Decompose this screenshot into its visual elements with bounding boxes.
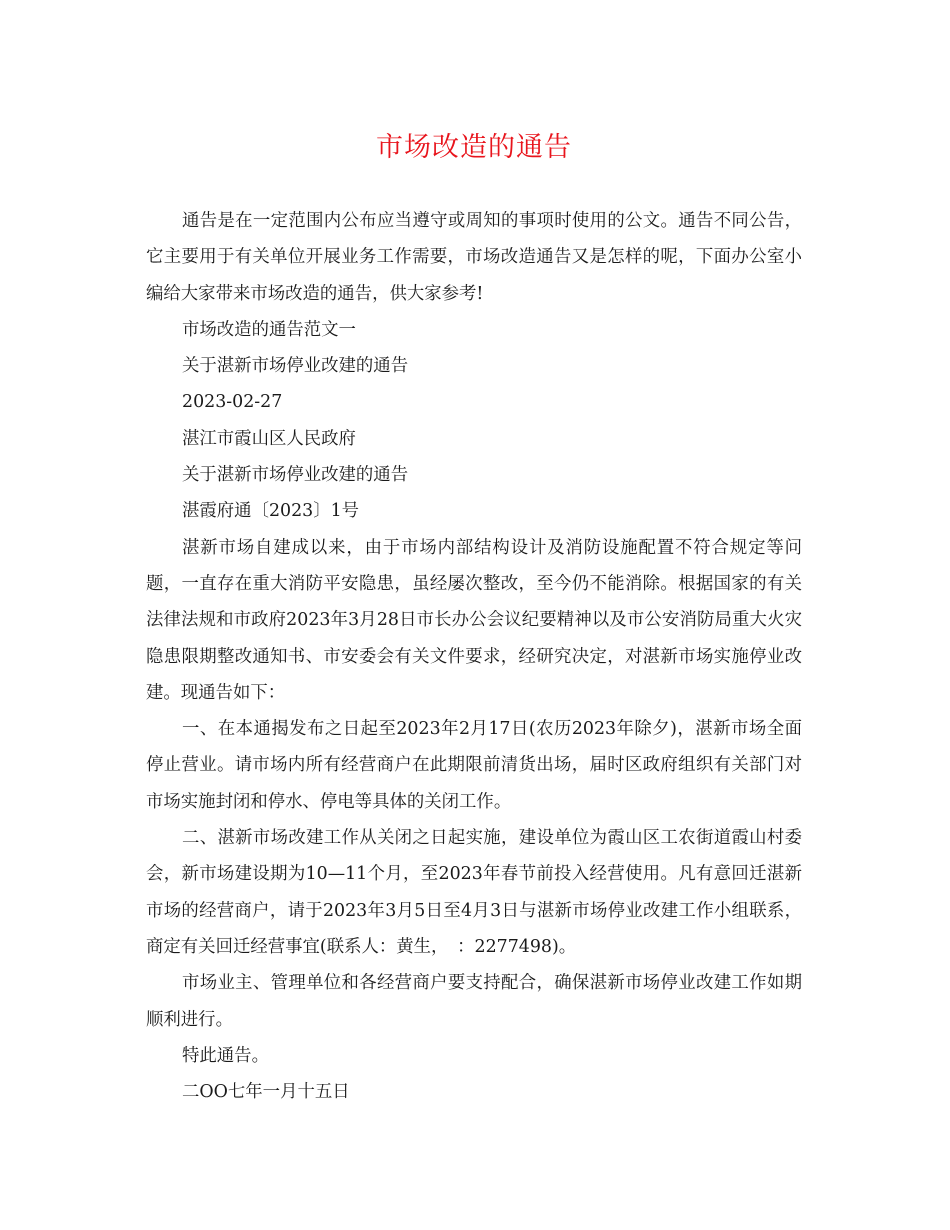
- paragraph-document-number: 湛霞府通〔2023〕1号: [182, 501, 360, 522]
- paragraph-intro: 通告是在一定范围内公布应当遵守或周知的事项时使用的公文。通告不同公告，它主要用于有关单位开展业务工作需要，市场改造通告又是怎样的呢，下面办公室小编给大家带来市场改造的通告，供大家参考!: [146, 211, 802, 304]
- paragraph-notice-heading: 关于湛新市场停业改建的通告: [182, 356, 409, 377]
- paragraph-issuer: 湛江市霞山区人民政府: [182, 428, 356, 449]
- paragraph-item-two: 二、湛新市场改建工作从关闭之日起实施，建设单位为霞山区工农街道霞山村委会，新市场建设期为10—11个月，至2023年春节前投入经营使用。凡有意回迁湛新市场的经营商户，请于2023年3月5日至4月3日与湛新市场停业改建工作小组联系，商定有关回迁经营事宜(联系人：黄生， ：2277498)。: [146, 828, 802, 957]
- document-body: [146, 203, 802, 1110]
- paragraph-item-one: 一、在本通揭发布之日起至2023年2月17日(农历2023年除夕)，湛新市场全面停止营业。请市场内所有经营商户在此期限前清货出场，届时区政府组织有关部门对市场实施封闭和停水、停电等具体的关闭工作。: [146, 719, 802, 812]
- paragraph-closing: 特此通告。: [182, 1045, 269, 1066]
- paragraph-signoff-date: 二OO七年一月十五日: [182, 1082, 350, 1103]
- paragraph-date: 2023-02-27: [182, 392, 283, 413]
- paragraph-sample-heading: 市场改造的通告范文一: [182, 319, 356, 340]
- paragraph-background: 湛新市场自建成以来，由于市场内部结构设计及消防设施配置不符合规定等问题，一直存在重大消防平安隐患，虽经屡次整改，至今仍不能消除。根据国家的有关法律法规和市政府2023年3月28日市长办公会议纪要精神以及市公安消防局重大火灾隐患限期整改通知书、市安委会有关文件要求，经研究决定，对湛新市场实施停业改建。现通告如下：: [146, 537, 802, 703]
- paragraph-support: 市场业主、管理单位和各经营商户要支持配合，确保湛新市场停业改建工作如期顺利进行。: [146, 973, 802, 1030]
- paragraph-notice-title: 关于湛新市场停业改建的通告: [182, 465, 409, 486]
- document-title: 市场改造的通告: [376, 132, 572, 163]
